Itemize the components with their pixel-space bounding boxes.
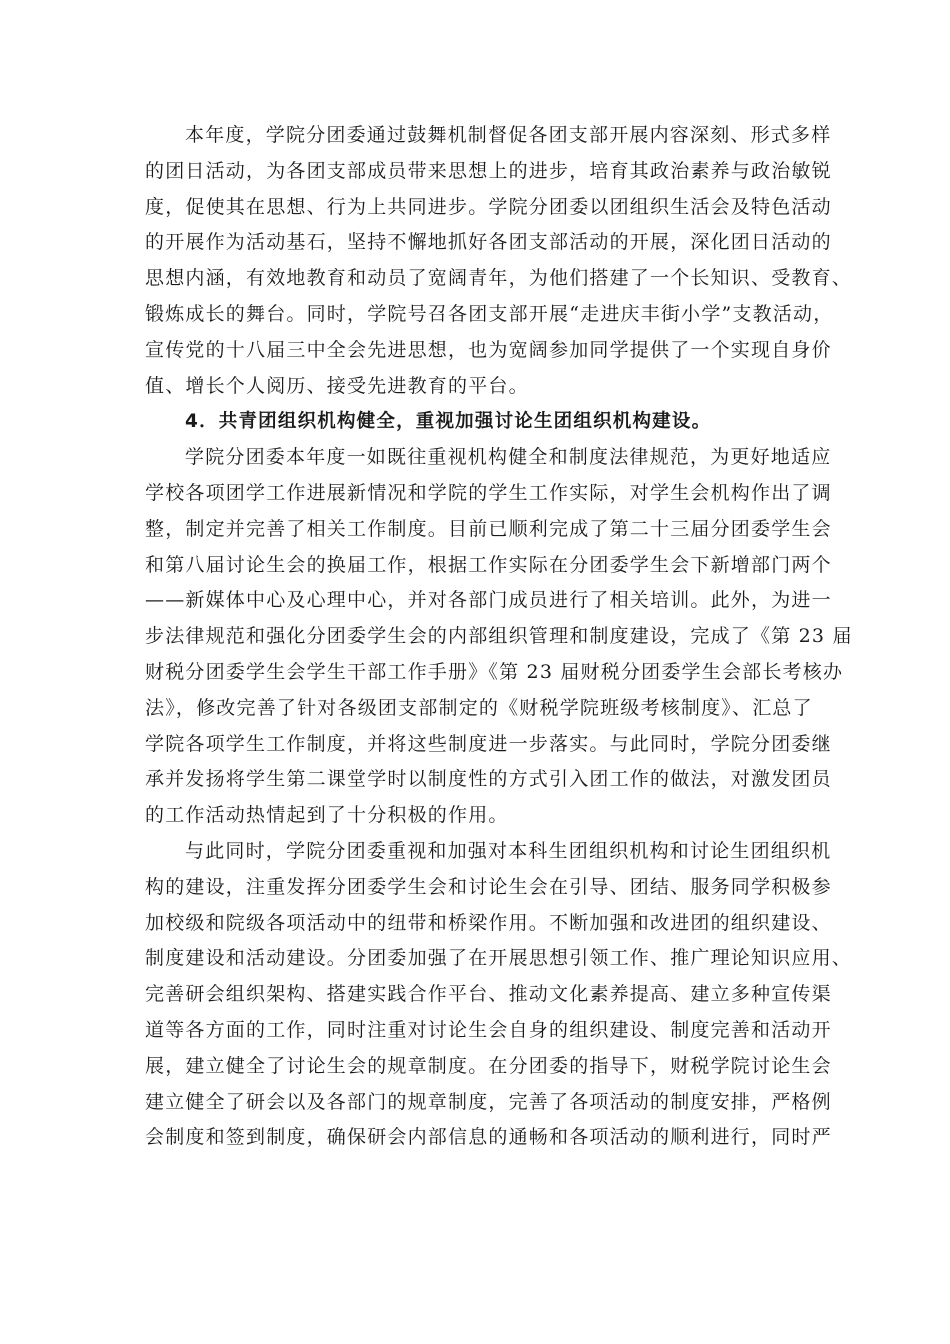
text-line: 建立健全了研会以及各部门的规章制度，完善了各项活动的制度安排，严格例 — [145, 1090, 832, 1113]
text-line: 的团日活动，为各团支部成员带来思想上的进步，培育其政治素养与政治敏锐 — [145, 159, 832, 182]
paragraph-2 — [145, 440, 853, 834]
text-line: 本年度，学院分团委通过鼓舞机制督促各团支部开展内容深刻、形式多样 — [185, 124, 832, 146]
text-line: 财税分团委学生会学生干部工作手册》《第 23 届财税分团委学生会部长考核办 — [145, 660, 844, 683]
paragraph-3 — [145, 834, 853, 1156]
text-line: 道等各方面的工作，同时注重对讨论生会自身的组织建设、制度完善和活动开 — [145, 1018, 832, 1041]
text-line: 学院各项学生工作制度，并将这些制度进一步落实。与此同时，学院分团委继 — [145, 732, 832, 755]
document-page — [145, 118, 853, 1156]
text-line: 宣传党的十八届三中全会先进思想，也为宽阔参加同学提供了一个实现自身价 — [145, 338, 832, 361]
text-line: 锻炼成长的舞台。同时，学院号召各团支部开展“走进庆丰街小学”支教活动， — [145, 302, 834, 325]
paragraph-1 — [145, 118, 853, 404]
text-line: ——新媒体中心及心理中心，并对各部门成员进行了相关培训。此外，为进一 — [145, 589, 832, 612]
text-line: 构的建设，注重发挥分团委学生会和讨论生会在引导、团结、服务同学积极参 — [145, 875, 832, 898]
text-line: 步法律规范和强化分团委学生会的内部组织管理和制度建设，完成了《第 23 届 — [145, 625, 853, 648]
text-line: 完善研会组织架构、搭建实践合作平台、推动文化素养提高、建立多种宣传渠 — [145, 983, 832, 1006]
text-line: 与此同时，学院分团委重视和加强对本科生团组织机构和讨论生团组织机 — [185, 839, 832, 862]
text-line: 制度建设和活动建设。分团委加强了在开展思想引领工作、推广理论知识应用、 — [145, 947, 853, 970]
text-line: 学校各项团学工作进展新情况和学院的学生工作实际，对学生会机构作出了调 — [145, 481, 832, 504]
text-line: 展，建立健全了讨论生会的规章制度。在分团委的指导下，财税学院讨论生会 — [145, 1054, 832, 1077]
text-line: 加校级和院级各项活动中的纽带和桥梁作用。不断加强和改进团的组织建设、 — [145, 911, 832, 934]
text-line: 承并发扬将学生第二课堂学时以制度性的方式引入团工作的做法，对激发团员 — [145, 768, 832, 791]
text-line: 和第八届讨论生会的换届工作，根据工作实际在分团委学生会下新增部门两个 — [145, 553, 832, 576]
text-line: 的开展作为活动基石，坚持不懈地抓好各团支部活动的开展，深化团日活动的 — [145, 231, 832, 254]
text-line: 思想内涵，有效地教育和动员了宽阔青年，为他们搭建了一个长知识、受教育、 — [145, 267, 853, 290]
text-line: 整，制定并完善了相关工作制度。目前已顺利完成了第二十三届分团委学生会 — [145, 517, 832, 540]
text-line: 度，促使其在思想、行为上共同进步。学院分团委以团组织生活会及特色活动 — [145, 195, 832, 218]
text-line: 会制度和签到制度，确保研会内部信息的通畅和各项活动的顺利进行，同时严 — [145, 1126, 832, 1149]
text-line: 学院分团委本年度一如既往重视机构健全和制度法律规范，为更好地适应 — [185, 446, 832, 469]
text-line: 值、增长个人阅历、接受先进教育的平台。 — [145, 374, 529, 397]
text-line: 法》，修改完善了针对各级团支部制定的《财税学院班级考核制度》、汇总了 — [145, 696, 813, 719]
text-line: 的工作活动热情起到了十分积极的作用。 — [145, 804, 509, 827]
section-heading: 4．共青团组织机构健全，重视加强讨论生团组织机构建设。 — [185, 411, 712, 433]
